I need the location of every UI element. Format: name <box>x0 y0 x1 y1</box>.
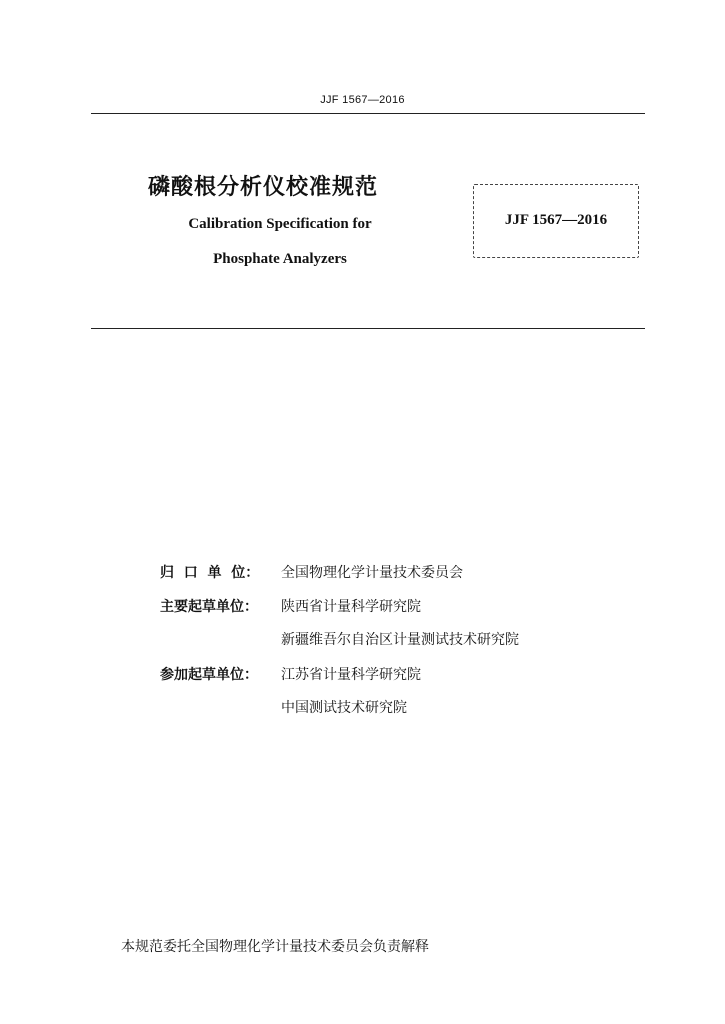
title-chinese: 磷酸根分析仪校准规范 <box>148 175 379 200</box>
running-header-code: JJF 1567—2016 <box>320 94 405 106</box>
title-bottom-rule <box>91 328 645 329</box>
header-rule <box>91 113 645 114</box>
responsible-unit-value: 全国物理化学计量技术委员会 <box>281 565 463 581</box>
title-english-line2: Phosphate Analyzers <box>213 251 347 267</box>
main-drafting-unit-label: 主要起草单位： <box>160 599 258 615</box>
main-drafting-unit-value-1: 陕西省计量科学研究院 <box>281 599 421 615</box>
responsible-unit-label: 归 口 单 位： <box>160 565 260 581</box>
participating-unit-value-1: 江苏省计量科学研究院 <box>281 667 421 683</box>
standard-code-box <box>473 184 639 258</box>
interpretation-note: 本规范委托全国物理化学计量技术委员会负责解释 <box>121 939 429 955</box>
title-english-line1: Calibration Specification for <box>188 216 372 232</box>
participating-unit-value-2: 中国测试技术研究院 <box>281 700 407 716</box>
standard-code: JJF 1567—2016 <box>504 212 608 228</box>
participating-unit-label: 参加起草单位： <box>160 667 258 683</box>
main-drafting-unit-value-2: 新疆维吾尔自治区计量测试技术研究院 <box>281 632 519 648</box>
